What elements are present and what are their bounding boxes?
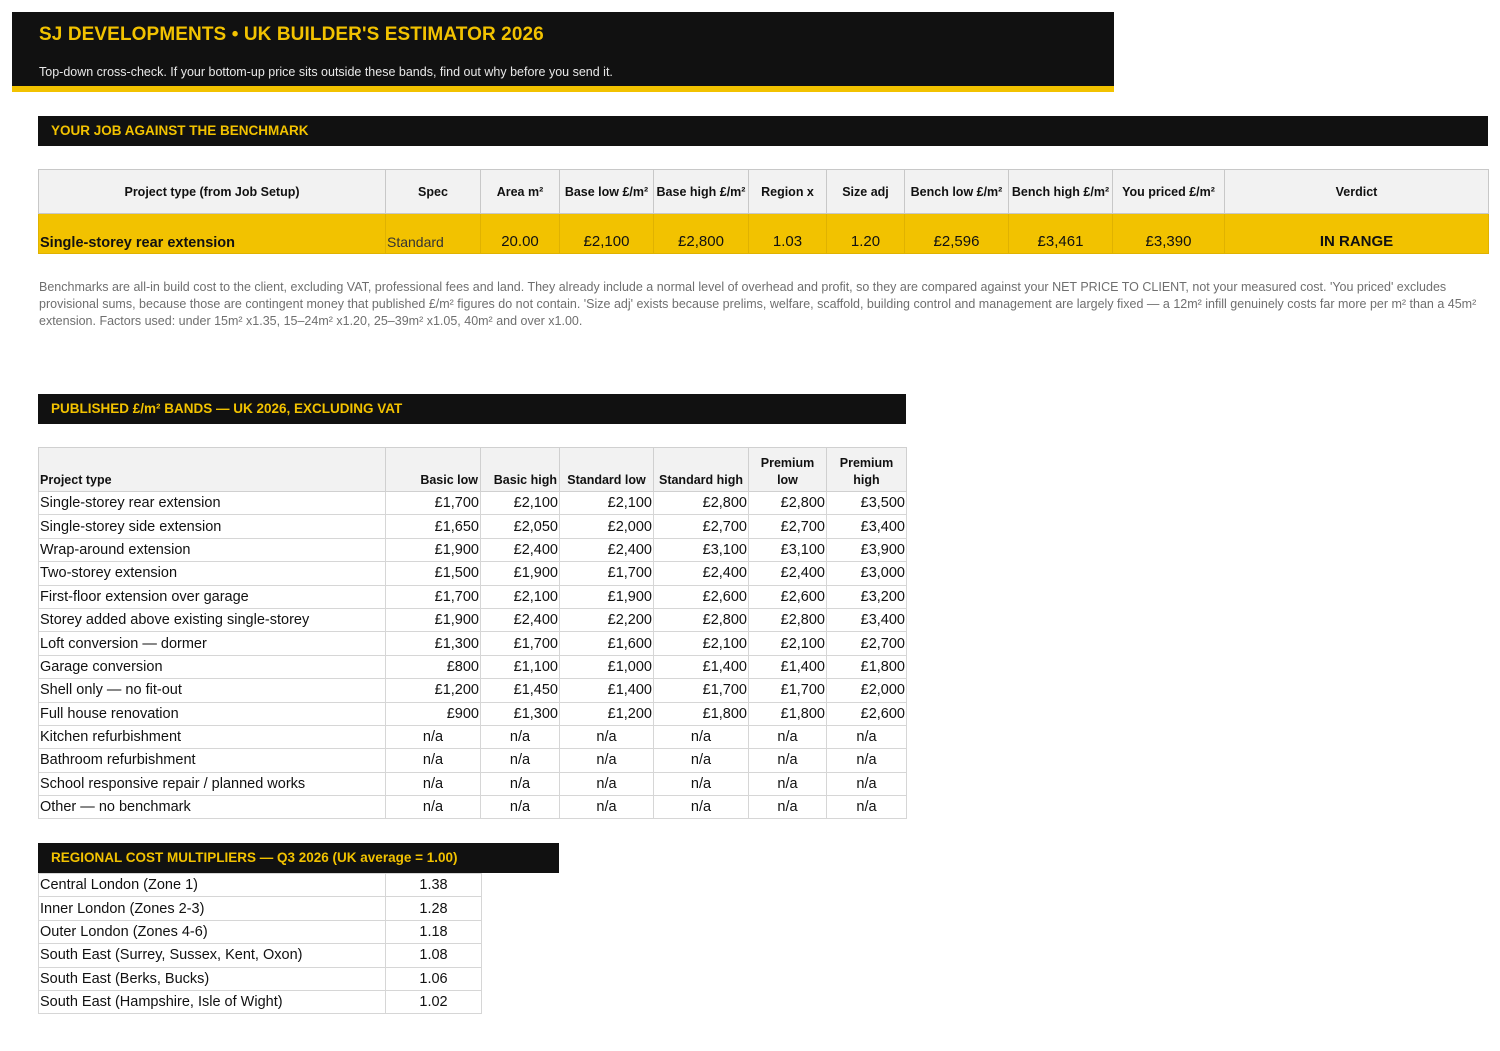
band-rate-cell: n/a: [827, 772, 907, 795]
job-region: 1.03: [749, 214, 827, 254]
band-rate-cell: £1,700: [654, 679, 749, 702]
band-rate-cell: £3,900: [827, 538, 907, 561]
col-bench-low: Bench low £/m²: [905, 170, 1009, 214]
band-rate-cell: £2,100: [481, 492, 560, 515]
band-rate-cell: £1,300: [386, 632, 481, 655]
col-area: Area m²: [481, 170, 560, 214]
band-project-type: Single-storey side extension: [39, 515, 386, 538]
band-rate-cell: £1,800: [654, 702, 749, 725]
job-project-type[interactable]: Single-storey rear extension: [39, 214, 386, 254]
table-row: [39, 538, 907, 561]
band-rate-cell: n/a: [749, 772, 827, 795]
band-rate-cell: £1,700: [749, 679, 827, 702]
col-spec: Spec: [386, 170, 481, 214]
band-rate-cell: £1,100: [481, 655, 560, 678]
band-rate-cell: £900: [386, 702, 481, 725]
table-row: [39, 515, 907, 538]
band-rate-cell: n/a: [386, 749, 481, 772]
job-header-row: [39, 170, 1489, 214]
band-rate-cell: £1,500: [386, 562, 481, 585]
benchmark-note: Benchmarks are all-in build cost to the client, excluding VAT, professional fees and land. They already include a normal level of overhead and profit, so they are compared against your NET PRICE TO CLIENT, not your measured cost. 'You priced' excludes provisional sums, because those are contingent money that published £/m² figures do not contain. 'Size adj' exists because prelims, welfare, scaffold, building control and management are largely fixed — a 12m² infill genuinely costs far more per m² than a 45m² extension. Factors used: under 15m² x1.35, 15–24m² x1.20, 25–39m² x1.05, 40m² and over x1.00.: [39, 280, 1477, 328]
band-rate-cell: £2,100: [481, 585, 560, 608]
band-rate-cell: £2,100: [749, 632, 827, 655]
band-rate-cell: n/a: [654, 725, 749, 748]
band-project-type: Garage conversion: [39, 655, 386, 678]
band-rate-cell: £2,700: [827, 632, 907, 655]
band-rate-cell: n/a: [654, 749, 749, 772]
bands-col-basic-high: Basic high: [481, 448, 560, 492]
band-rate-cell: n/a: [749, 725, 827, 748]
band-rate-cell: £800: [386, 655, 481, 678]
region-name: South East (Hampshire, Isle of Wight): [39, 990, 386, 1013]
band-rate-cell: £2,100: [560, 492, 654, 515]
table-row: [39, 725, 907, 748]
section-heading-regional: REGIONAL COST MULTIPLIERS — Q3 2026 (UK average = 1.00): [38, 843, 559, 873]
band-rate-cell: £2,400: [654, 562, 749, 585]
band-rate-cell: n/a: [560, 749, 654, 772]
band-rate-cell: £1,700: [560, 562, 654, 585]
table-row: [39, 749, 907, 772]
band-rate-cell: £1,650: [386, 515, 481, 538]
table-row: [39, 679, 907, 702]
band-rate-cell: £3,400: [827, 608, 907, 631]
section-heading-bands: PUBLISHED £/m² BANDS — UK 2026, EXCLUDING VAT: [38, 394, 906, 424]
table-row: [39, 944, 482, 967]
band-rate-cell: £3,000: [827, 562, 907, 585]
band-rate-cell: £3,400: [827, 515, 907, 538]
band-project-type: Loft conversion — dormer: [39, 632, 386, 655]
band-project-type: Shell only — no fit-out: [39, 679, 386, 702]
bands-col-premium-high: Premium high: [827, 448, 907, 492]
job-benchmark-table: [38, 169, 1489, 254]
band-rate-cell: £2,400: [481, 538, 560, 561]
band-rate-cell: n/a: [827, 796, 907, 819]
band-rate-cell: £1,700: [386, 492, 481, 515]
band-rate-cell: n/a: [749, 749, 827, 772]
band-rate-cell: n/a: [386, 772, 481, 795]
band-rate-cell: n/a: [481, 772, 560, 795]
job-base-high: £2,800: [654, 214, 749, 254]
band-rate-cell: £1,600: [560, 632, 654, 655]
band-rate-cell: n/a: [560, 796, 654, 819]
col-base-low: Base low £/m²: [560, 170, 654, 214]
job-verdict: IN RANGE: [1225, 214, 1489, 254]
region-multiplier: 1.06: [386, 967, 482, 990]
region-multiplier: 1.02: [386, 990, 482, 1013]
section-heading-benchmark: YOUR JOB AGAINST THE BENCHMARK: [38, 116, 1488, 146]
band-project-type: Two-storey extension: [39, 562, 386, 585]
band-rate-cell: £2,100: [654, 632, 749, 655]
band-rate-cell: £2,700: [654, 515, 749, 538]
band-rate-cell: n/a: [386, 796, 481, 819]
page-subtitle: Top-down cross-check. If your bottom-up price sits outside these bands, find out why before you send it.: [39, 65, 613, 79]
job-size-adj: 1.20: [827, 214, 905, 254]
band-project-type: First-floor extension over garage: [39, 585, 386, 608]
band-rate-cell: £1,400: [654, 655, 749, 678]
table-row: [39, 796, 907, 819]
region-multiplier: 1.28: [386, 897, 482, 920]
bands-header-row: [39, 448, 907, 492]
page-title: SJ DEVELOPMENTS • UK BUILDER'S ESTIMATOR 2026: [39, 24, 544, 45]
table-row: [39, 608, 907, 631]
col-you-priced: You priced £/m²: [1113, 170, 1225, 214]
table-row: [39, 632, 907, 655]
band-rate-cell: n/a: [560, 725, 654, 748]
band-project-type: Single-storey rear extension: [39, 492, 386, 515]
region-name: South East (Surrey, Sussex, Kent, Oxon): [39, 944, 386, 967]
region-multiplier: 1.18: [386, 920, 482, 943]
band-rate-cell: £1,300: [481, 702, 560, 725]
bands-col-project-type: Project type: [39, 448, 386, 492]
band-rate-cell: £3,500: [827, 492, 907, 515]
band-project-type: Wrap-around extension: [39, 538, 386, 561]
band-rate-cell: n/a: [560, 772, 654, 795]
band-rate-cell: n/a: [386, 725, 481, 748]
bands-col-premium-low: Premium low: [749, 448, 827, 492]
band-project-type: Kitchen refurbishment: [39, 725, 386, 748]
band-rate-cell: £2,800: [749, 492, 827, 515]
table-row: [39, 655, 907, 678]
table-row: [39, 874, 482, 897]
band-rate-cell: £3,100: [654, 538, 749, 561]
table-row: [39, 897, 482, 920]
band-rate-cell: £2,400: [481, 608, 560, 631]
col-bench-high: Bench high £/m²: [1009, 170, 1113, 214]
band-rate-cell: £1,200: [386, 679, 481, 702]
band-rate-cell: £1,700: [386, 585, 481, 608]
band-rate-cell: £1,000: [560, 655, 654, 678]
col-verdict: Verdict: [1225, 170, 1489, 214]
job-bench-low: £2,596: [905, 214, 1009, 254]
col-region: Region x: [749, 170, 827, 214]
band-rate-cell: £2,400: [749, 562, 827, 585]
band-rate-cell: £2,200: [560, 608, 654, 631]
region-multiplier: 1.38: [386, 874, 482, 897]
band-rate-cell: £1,700: [481, 632, 560, 655]
band-rate-cell: £1,900: [481, 562, 560, 585]
bands-col-standard-low: Standard low: [560, 448, 654, 492]
col-size-adj: Size adj: [827, 170, 905, 214]
table-row: [39, 990, 482, 1013]
band-rate-cell: £2,800: [749, 608, 827, 631]
band-rate-cell: £2,400: [560, 538, 654, 561]
band-rate-cell: n/a: [827, 725, 907, 748]
band-rate-cell: £1,900: [386, 608, 481, 631]
band-rate-cell: n/a: [827, 749, 907, 772]
region-multiplier: 1.08: [386, 944, 482, 967]
band-project-type: Full house renovation: [39, 702, 386, 725]
col-project-type: Project type (from Job Setup): [39, 170, 386, 214]
table-row: [39, 492, 907, 515]
band-rate-cell: £1,900: [386, 538, 481, 561]
band-project-type: Storey added above existing single-storey: [39, 608, 386, 631]
table-row: [39, 772, 907, 795]
band-rate-cell: £1,400: [749, 655, 827, 678]
band-project-type: Bathroom refurbishment: [39, 749, 386, 772]
band-rate-cell: £2,800: [654, 608, 749, 631]
band-rate-cell: £1,800: [827, 655, 907, 678]
band-rate-cell: £2,600: [654, 585, 749, 608]
header-banner: [12, 12, 1114, 92]
band-rate-cell: £2,800: [654, 492, 749, 515]
table-row: [39, 585, 907, 608]
band-rate-cell: £1,900: [560, 585, 654, 608]
job-area[interactable]: 20.00: [481, 214, 560, 254]
band-rate-cell: n/a: [481, 796, 560, 819]
band-rate-cell: £2,600: [827, 702, 907, 725]
table-row: [39, 562, 907, 585]
job-base-low: £2,100: [560, 214, 654, 254]
band-rate-cell: £2,000: [827, 679, 907, 702]
band-rate-cell: £3,100: [749, 538, 827, 561]
band-rate-cell: n/a: [481, 749, 560, 772]
band-rate-cell: £1,400: [560, 679, 654, 702]
band-rate-cell: £2,600: [749, 585, 827, 608]
band-rate-cell: £1,200: [560, 702, 654, 725]
job-bench-high: £3,461: [1009, 214, 1113, 254]
job-you-priced: £3,390: [1113, 214, 1225, 254]
band-project-type: Other — no benchmark: [39, 796, 386, 819]
band-rate-cell: £1,450: [481, 679, 560, 702]
table-row: [39, 920, 482, 943]
band-project-type: School responsive repair / planned works: [39, 772, 386, 795]
job-spec[interactable]: Standard: [386, 214, 481, 254]
region-name: Outer London (Zones 4-6): [39, 920, 386, 943]
table-row: [39, 967, 482, 990]
band-rate-cell: £3,200: [827, 585, 907, 608]
col-base-high: Base high £/m²: [654, 170, 749, 214]
band-rate-cell: n/a: [654, 772, 749, 795]
band-rate-cell: £2,000: [560, 515, 654, 538]
regional-multipliers-table: [38, 873, 482, 1014]
band-rate-cell: n/a: [654, 796, 749, 819]
job-row: [39, 214, 1489, 254]
bands-table: [38, 447, 907, 819]
band-rate-cell: £2,050: [481, 515, 560, 538]
band-rate-cell: n/a: [749, 796, 827, 819]
bands-col-standard-high: Standard high: [654, 448, 749, 492]
region-name: South East (Berks, Bucks): [39, 967, 386, 990]
region-name: Inner London (Zones 2-3): [39, 897, 386, 920]
table-row: [39, 702, 907, 725]
band-rate-cell: £1,800: [749, 702, 827, 725]
region-name: Central London (Zone 1): [39, 874, 386, 897]
band-rate-cell: £2,700: [749, 515, 827, 538]
band-rate-cell: n/a: [481, 725, 560, 748]
bands-col-basic-low: Basic low: [386, 448, 481, 492]
